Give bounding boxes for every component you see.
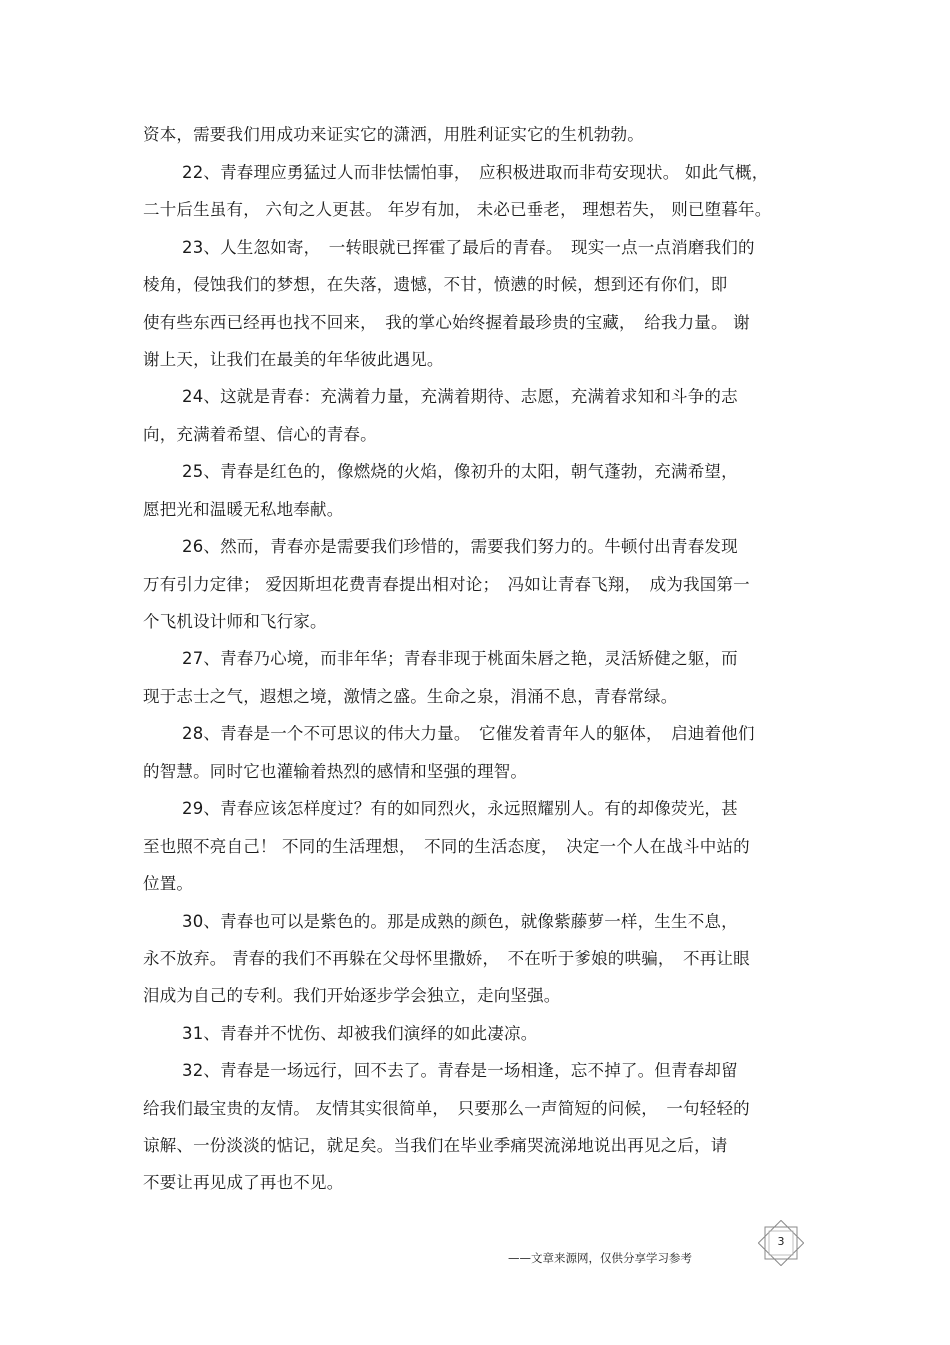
text-line: 25、青春是红色的，像燃烧的火焰，像初升的太阳，朝气蓬勃，充满希望， [182, 462, 738, 481]
text-line: 31、青春并不忧伤、却被我们演绎的如此凄凉。 [182, 1024, 538, 1043]
text-line: 资本，需要我们用成功来证实它的潇洒，用胜利证实它的生机勃勃。 [143, 125, 644, 144]
text-line: 现于志士之气，遐想之境，激情之盛。生命之泉，涓涌不息，青春常绿。 [143, 687, 678, 706]
text-line: 向，充满着希望、信心的青春。 [143, 425, 377, 444]
text-line: 22、青春理应勇猛过人而非怯懦怕事， 应积极进取而非苟安现状。 如此气概， [182, 163, 769, 182]
text-line: 28、青春是一个不可思议的伟大力量。 它催发着青年人的躯体， 启迪着他们 [182, 724, 755, 743]
text-line: 永不放弃。 青春的我们不再躲在父母怀里撒娇， 不在听于爹娘的哄骗， 不再让眼 [143, 949, 750, 968]
text-line: 的智慧。同时它也灌输着热烈的感情和坚强的理智。 [143, 762, 528, 781]
text-line: 给我们最宝贵的友情。 友情其实很简单， 只要那么一声简短的问候， 一句轻轻的 [143, 1099, 750, 1118]
text-line: 不要让再见成了再也不见。 [143, 1173, 344, 1192]
text-line: 24、这就是青春：充满着力量，充满着期待、志愿，充满着求知和斗争的志 [182, 387, 738, 406]
text-line: 棱角，侵蚀我们的梦想，在失落，遗憾，不甘，愤懑的时候，想到还有你们，即 [143, 275, 728, 294]
text-line: 至也照不亮自己！ 不同的生活理想， 不同的生活态度， 决定一个人在战斗中站的 [143, 837, 750, 856]
text-line: 26、然而，青春亦是需要我们珍惜的，需要我们努力的。牛顿付出青春发现 [182, 537, 738, 556]
page-number: 3 [777, 1235, 785, 1248]
source-note: ——文章来源网，仅供分享学习参考 [508, 1251, 692, 1265]
text-line: 32、青春是一场远行，回不去了。青春是一场相逢，忘不掉了。但青春却留 [182, 1061, 738, 1080]
text-line: 27、青春乃心境，而非年华；青春非现于桃面朱唇之艳，灵活矫健之躯，而 [182, 649, 738, 668]
text-line: 谢上天，让我们在最美的年华彼此遇见。 [143, 350, 444, 369]
text-line: 谅解、一份淡淡的惦记，就足矣。当我们在毕业季痛哭流涕地说出再见之后，请 [143, 1136, 728, 1155]
text-line: 位置。 [143, 874, 194, 893]
text-line: 23、人生忽如寄， 一转眼就已挥霍了最后的青春。 现实一点一点消磨我们的 [182, 238, 755, 257]
text-line: 30、青春也可以是紫色的。那是成熟的颜色，就像紫藤萝一样，生生不息， [182, 912, 738, 931]
text-line: 二十后生虽有， 六旬之人更甚。 年岁有加， 未必已垂老， 理想若失， 则已堕暮年。 [143, 200, 772, 219]
text-line: 泪成为自己的专利。我们开始逐步学会独立，走向坚强。 [143, 986, 561, 1005]
text-line: 29、青春应该怎样度过？有的如同烈火，永远照耀别人。有的却像荧光，甚 [182, 799, 738, 818]
text-line: 愿把光和温暖无私地奉献。 [143, 500, 344, 519]
text-line: 万有引力定律； 爱因斯坦花费青春提出相对论； 冯如让青春飞翔， 成为我国第一 [143, 575, 750, 594]
text-line: 个飞机设计师和飞行家。 [143, 612, 327, 631]
text-line: 使有些东西已经再也找不回来， 我的掌心始终握着最珍贵的宝藏， 给我力量。 谢 [143, 313, 750, 332]
